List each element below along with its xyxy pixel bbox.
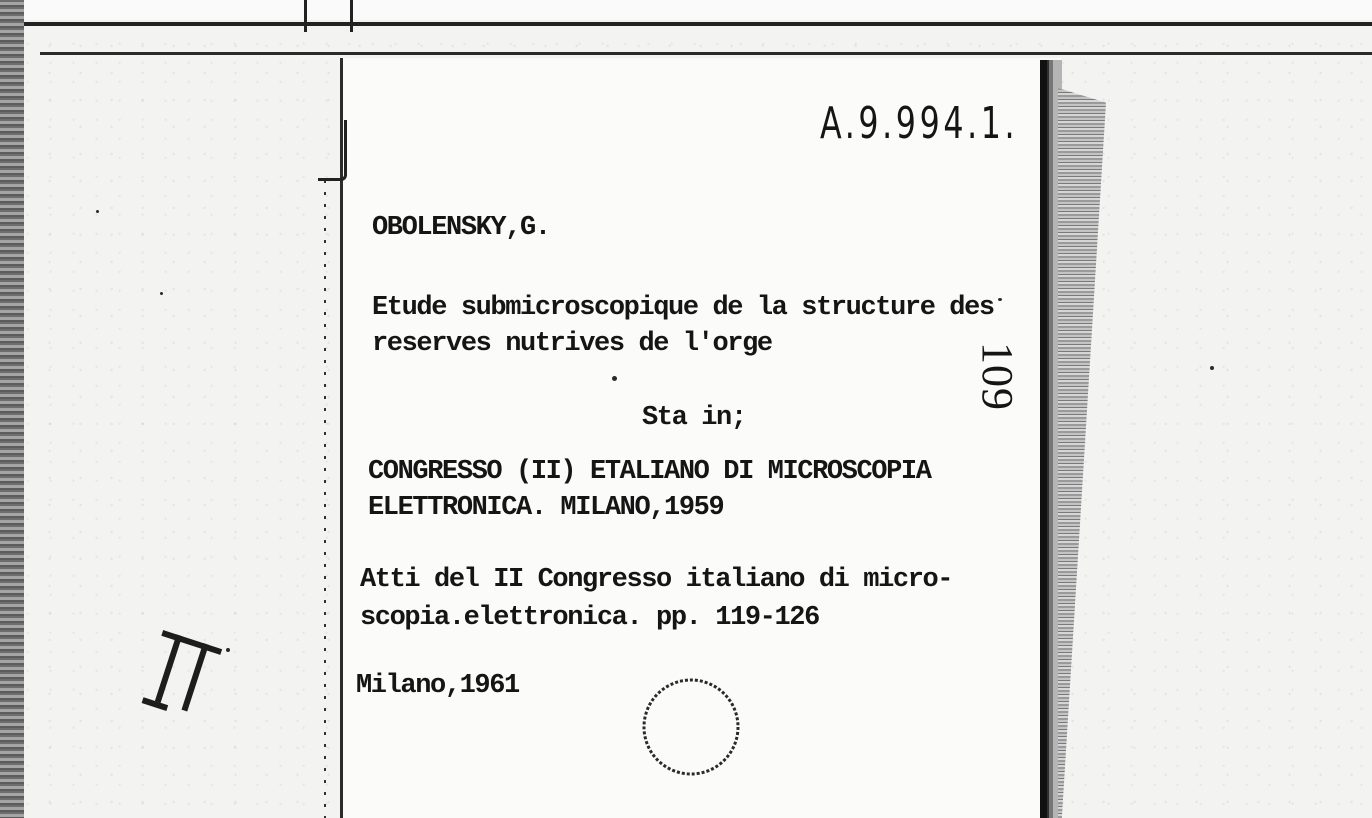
author: OBOLENSKY,G.	[372, 213, 550, 243]
ink-speck	[226, 648, 230, 652]
ink-speck	[1210, 366, 1214, 370]
ink-speck	[160, 292, 163, 295]
top-post-left	[304, 0, 307, 32]
title-line: Etude submicroscopique de la structure des	[372, 293, 994, 323]
top-rule	[24, 22, 1372, 26]
neighbor-card-edge	[1058, 88, 1106, 818]
dotted-margin-line	[324, 180, 326, 818]
catalog-number: A.9.994.1.	[820, 98, 1019, 149]
stamp-mark-icon	[124, 612, 234, 732]
ink-speck	[612, 376, 617, 381]
second-rule	[40, 52, 1372, 55]
congress-line: CONGRESSO (II) ETALIANO DI MICROSCOPIA	[368, 457, 931, 487]
circle-stamp-icon	[638, 674, 744, 780]
ink-speck	[96, 210, 99, 213]
left-binding-edge	[0, 0, 24, 818]
congress-line: ELETTRONICA. MILANO,1959	[368, 493, 724, 523]
place-date: Milano,1961	[356, 671, 519, 701]
title-line: reserves nutrives de l'orge	[372, 329, 772, 359]
sta-in-label: Sta in;	[642, 403, 746, 433]
proceedings-line: Atti del II Congresso italiano di micro-	[360, 565, 953, 595]
top-strip	[24, 0, 1372, 20]
side-number: 109	[973, 342, 1022, 411]
proceedings-line: scopia.elettronica. pp. 119-126	[360, 603, 819, 633]
card-corner	[318, 120, 347, 181]
top-post-right	[350, 0, 353, 32]
ink-speck	[998, 298, 1002, 301]
